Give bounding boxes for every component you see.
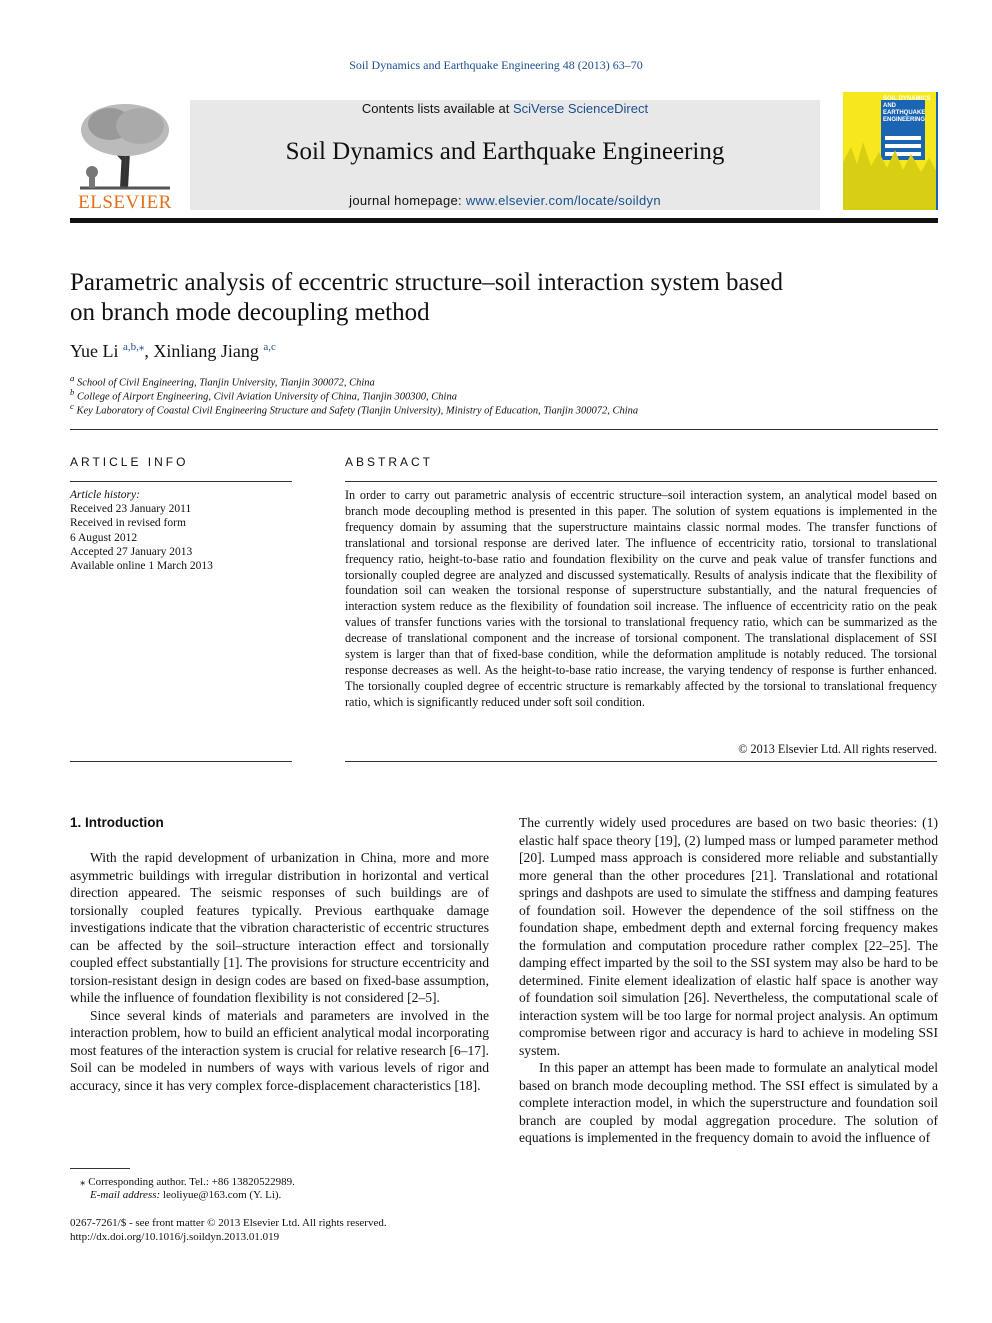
paragraph: In this paper an attempt has been made to formulate an analytical model based on branch mode decoupling method. The SSI effect is simulated by a complete interaction model, in which the superstructure and foundation soil branch are coupled by modal aggregation procedure. The solution of equations is implemented in the frequency domain to avoid the influence of xyxy=(519,1060,938,1145)
paragraph: With the rapid development of urbanization in China, more and more asymmetric buildings with irregular distribution in horizontal and vertical direction appeared. The seismic responses of such buildings are of torsionally coupled features typically. Previous earthquake damage investigations indicate that the vibration characteristic of eccentric structures can be affected by the soil–structure interaction effect and torsionally coupled effect substantially [1]. The provisions for structure eccentricity and torsion-resistant design in design codes are based on fixed-base assumption, while the influence of foundation flexibility is not considered [2–5]. xyxy=(70,850,489,1005)
journal-title: Soil Dynamics and Earthquake Engineering xyxy=(285,138,725,165)
front-matter: 0267-7261/$ - see front matter © 2013 Elsevier Ltd. All rights reserved. xyxy=(70,1217,387,1229)
affiliation-c xyxy=(70,401,638,417)
article-info-rule xyxy=(70,481,292,482)
journal-homepage xyxy=(190,193,820,208)
affiliation-mark: c xyxy=(70,401,74,411)
doi-link[interactable]: http://dx.doi.org/10.1016/j.soildyn.2013.01.019 xyxy=(70,1231,280,1243)
paper-title xyxy=(70,268,890,328)
history-entry: Received 23 January 2011 xyxy=(70,503,192,516)
history-entry: Accepted 27 January 2013 xyxy=(70,545,193,558)
sciencedirect-link[interactable]: SciVerse ScienceDirect xyxy=(512,101,649,116)
corresponding-author-note: ⁎ Corresponding author. Tel.: +86 13820522989. xyxy=(80,1176,295,1188)
abstract-copyright: © 2013 Elsevier Ltd. All rights reserved. xyxy=(738,742,937,756)
author-name[interactable]: Yue Li xyxy=(70,341,119,361)
affiliation-rule xyxy=(70,429,938,430)
article-info-bottom-rule xyxy=(70,761,292,762)
history-label: Article history: xyxy=(70,489,140,501)
author-affiliation-marks[interactable]: a,c xyxy=(263,341,276,353)
paragraph: The currently widely used procedures are based on two basic theories: (1) elastic half space theory [19], (2) lumped mass or lumped parameter method [20]. Lumped mass approach is considered more reliable and substantially more general than the other procedures [21]. Translational and rotational springs and dashpots are used to simulate the stiffness and damping features of foundation soil. However the dependence of the soil stiffness on the foundation shape, embedment depth and external forcing frequency makes the formulation and computation procedure rather complex [22–25]. The damping effect imparted by the soil to the SSI system may also be hard to be determined. Finite element idealization of elastic half space is another way of foundation soil simulation [26]. Nevertheless, the computational scale of interaction system will be too large for normal project analysis. An optimum compromise between rigor and accuracy is hard to achieve in modeling SSI system. xyxy=(519,815,938,1058)
affiliation-text: Key Laboratory of Coastal Civil Engineering Structure and Safety (Tianjin University), Ministry of Education, Tianjin 300072, China xyxy=(76,405,639,417)
history-entry: Available online 1 March 2013 xyxy=(70,560,213,573)
author-affiliation-marks[interactable]: a,b,⁎ xyxy=(123,341,145,353)
affiliation-mark: a xyxy=(70,373,75,383)
email-link[interactable]: leoliyue@163.com (Y. Li). xyxy=(162,1189,282,1201)
section-heading-introduction: 1. Introduction xyxy=(70,815,164,830)
affiliation-text: College of Airport Engineering, Civil Aviation University of China, Tianjin 300300, China xyxy=(77,391,457,403)
footnote-rule xyxy=(70,1168,130,1169)
email-note xyxy=(90,1189,281,1201)
homepage-link[interactable]: www.elsevier.com/locate/soildyn xyxy=(465,193,661,208)
affiliation-mark: b xyxy=(70,387,75,397)
right-column xyxy=(519,814,938,1147)
article-history xyxy=(70,488,292,573)
history-entry: Received in revised form xyxy=(70,517,186,530)
cover-title-text: SOIL DYNAMICS AND EARTHQUAKE ENGINEERING xyxy=(883,96,931,123)
abstract-body: In order to carry out parametric analysis of eccentric structure–soil interaction system, an analytical model based on branch mode decoupling method is presented in this paper. The solution of system equations is implemented in the frequency domain by assuming that the superstructure maintains classic normal modes. The transfer functions of translational and torsional response are derived later. The influence of eccentricity ratio, torsional to translational frequency ratio, height-to-base ratio and foundation flexibility on the curve and peak value of transfer functions and torsionally coupled degree are analyzed and discussed systematically. Results of analysis indicate that the flexibility of foundation soil can weaken the torsional response of superstructure substantially, and the natural frequencies of interaction system reduce as the flexibility of foundation soil increase. The influence of eccentricity ratio on the peak values of transfer functions varies with the torsional to translational frequency ratio, which can be summarized as the decrease of translational component and the increase of torsional component. The translational displacement of SSI system is larger than that of fixed-base condition, while the deformation amplitude is notably reduced. The torsional response decreases as well. As the height-to-base ratio increase, the varying tendency of response is further enhanced. The torsionally coupled degree of eccentric structure is remarkably affected by the torsional to translational frequency ratio, which is significantly reduced under soft soil condition. xyxy=(345,488,937,709)
contents-line xyxy=(190,101,820,116)
homepage-prefix: journal homepage: xyxy=(349,193,462,208)
history-entry: 6 August 2012 xyxy=(70,531,138,544)
article-info-heading: ARTICLE INFO xyxy=(70,455,189,469)
affiliation-text: School of Civil Engineering, Tianjin University, Tianjin 300072, China xyxy=(77,377,375,389)
journal-citation[interactable]: Soil Dynamics and Earthquake Engineering 48 (2013) 63–70 xyxy=(349,58,643,72)
abstract-rule xyxy=(345,481,937,482)
title-line-1: Parametric analysis of eccentric structure–soil interaction system based xyxy=(70,269,783,296)
author-list xyxy=(70,340,276,362)
email-label: E-mail address: xyxy=(90,1189,161,1201)
abstract-bottom-rule xyxy=(345,761,937,762)
left-column xyxy=(70,849,489,1094)
contents-prefix: Contents lists available at xyxy=(361,101,510,116)
abstract-heading: ABSTRACT xyxy=(345,455,434,469)
header-rule xyxy=(70,218,938,223)
publisher-name: ELSEVIER xyxy=(78,192,172,213)
title-line-2: on branch mode decoupling method xyxy=(70,299,430,326)
paragraph: Since several kinds of materials and parameters are involved in the interaction problem, how to build an efficient analytical modal incorporating most features of the interaction system is crucial for relative research [6–17]. Soil can be modeled in numbers of ways with various levels of rigor and accuracy, since it has very complex force-displacement characteristics [18]. xyxy=(70,1007,489,1093)
cover-stripe xyxy=(936,92,938,210)
author-name[interactable]: Xinliang Jiang xyxy=(153,341,259,361)
author-separator: , xyxy=(144,341,154,361)
